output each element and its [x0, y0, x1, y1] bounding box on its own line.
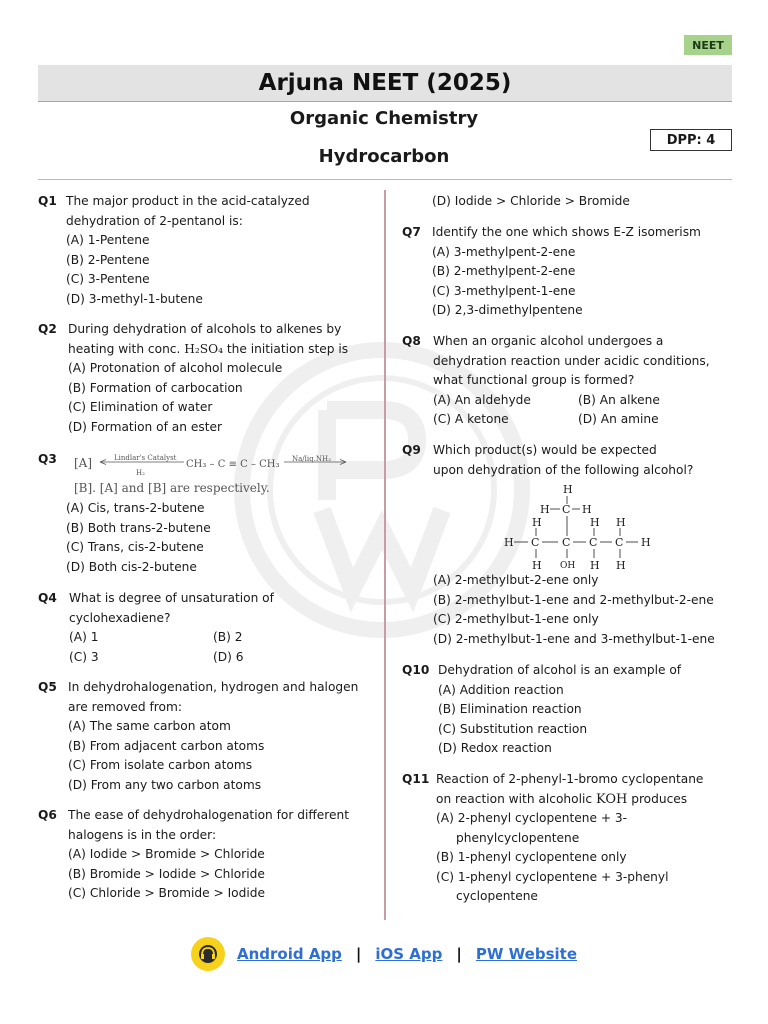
separator: |: [355, 945, 362, 963]
question-text: heating with conc. H₂SO₄ the initiation step is: [68, 341, 349, 356]
svg-text:H: H: [641, 536, 651, 549]
header-divider: [38, 179, 732, 180]
option-b: (B) 2: [213, 630, 243, 644]
option-a: (A) The same carbon atom: [68, 719, 231, 733]
customer-service-logo-icon: [191, 937, 225, 971]
question-text: During dehydration of alcohols to alkenes by: [68, 322, 342, 336]
option-c: (C) 3: [69, 649, 99, 664]
svg-text:C: C: [562, 536, 571, 549]
option-c: (C) Trans, cis-2-butene: [66, 540, 204, 554]
option-d: (D) From any two carbon atoms: [68, 777, 262, 792]
alcohol-structure-diagram: [500, 480, 660, 572]
svg-text:H: H: [616, 516, 626, 529]
question-6-continued: [432, 192, 630, 212]
svg-text:H: H: [590, 516, 600, 529]
question-number: Q5: [38, 680, 57, 694]
ios-app-link[interactable]: iOS App: [375, 945, 443, 963]
option-d: (D) Iodide > Chloride > Bromide: [432, 194, 630, 208]
option-d: (D) Both cis-2-butene: [66, 559, 197, 574]
svg-text:H: H: [582, 503, 592, 516]
exam-badge: NEET: [684, 35, 732, 55]
question-text: When an organic alcohol undergoes a: [433, 334, 664, 348]
svg-text:H: H: [532, 559, 542, 572]
svg-text:C: C: [562, 503, 571, 516]
column-divider: [384, 190, 386, 920]
option-c: (C) Substitution reaction: [438, 721, 588, 736]
question-number: Q4: [38, 591, 57, 605]
question-text: dehydration reaction under acidic conditions,: [433, 353, 710, 368]
option-d: (D) An amine: [578, 412, 659, 426]
question-text: The major product in the acid-catalyzed: [66, 194, 310, 208]
option-b: (B) An alkene: [578, 392, 660, 407]
option-a: (A) An aldehyde: [433, 392, 531, 407]
option-c: (C) From isolate carbon atoms: [68, 758, 253, 772]
option-d: (D) 2,3-dimethylpentene: [432, 303, 583, 317]
option-a: (A) Iodide > Bromide > Chloride: [68, 847, 265, 861]
question-number: Q3: [38, 452, 57, 466]
svg-text:H: H: [590, 559, 600, 572]
question-number: Q11: [402, 772, 430, 786]
question-text: Identify the one which shows E-Z isomerism: [432, 225, 701, 239]
option-b: (B) 2-methylbut-1-ene and 2-methylbut-2-ene: [433, 592, 714, 607]
option-c: (C) Elimination of water: [68, 400, 213, 414]
question-text: upon dehydration of the following alcohol?: [433, 462, 694, 477]
question-text: dehydration of 2-pentanol is:: [66, 213, 243, 228]
formula-h2so4: H₂SO₄: [184, 341, 224, 356]
option-b: (B) Both trans-2-butene: [66, 520, 211, 535]
question-number: Q9: [402, 443, 421, 457]
svg-text:C: C: [589, 536, 598, 549]
question-text: cyclohexadiene?: [69, 610, 171, 625]
option-a: (A) 1-Pentene: [66, 233, 150, 247]
option-d: (D) 6: [213, 649, 244, 664]
question-text: Which product(s) would be expected: [433, 443, 657, 457]
option-b: (B) 2-methylpent-2-ene: [432, 264, 576, 278]
question-number: Q2: [38, 322, 57, 336]
svg-text:H: H: [504, 536, 514, 549]
option-c: (C) Chloride > Bromide > Iodide: [68, 886, 265, 900]
option-b: (B) 1-phenyl cyclopentene only: [436, 850, 627, 864]
option-c: (C) A ketone: [433, 412, 509, 426]
footer-links: [0, 936, 768, 972]
page-title: Arjuna NEET (2025): [38, 65, 732, 102]
option-b: (B) 2-Pentene: [66, 252, 150, 267]
svg-text:OH: OH: [560, 561, 576, 571]
option-b: (B) Elimination reaction: [438, 702, 582, 716]
question-text: Reaction of 2-phenyl-1-bromo cyclopentane: [436, 772, 704, 786]
question-text: The ease of dehydrohalogenation for different: [68, 808, 350, 822]
option-b: (B) Bromide > Iodide > Chloride: [68, 866, 265, 881]
option-a-continued: phenylcyclopentene: [456, 830, 580, 845]
question-number: Q10: [402, 663, 430, 677]
question-number: Q7: [402, 225, 421, 239]
question-text: Dehydration of alcohol is an example of: [438, 663, 682, 677]
question-text: What is degree of unsaturation of: [69, 591, 274, 605]
option-c: (C) 1-phenyl cyclopentene + 3-phenyl: [436, 869, 669, 884]
pw-website-link[interactable]: PW Website: [475, 945, 577, 963]
option-a: (A) Cis, trans-2-butene: [66, 501, 205, 515]
option-c: (C) 2-methylbut-1-ene only: [433, 612, 599, 626]
option-c: (C) 3-methylpent-1-ene: [432, 283, 576, 298]
svg-text:C: C: [615, 536, 624, 549]
question-number: Q8: [402, 334, 421, 348]
separator: |: [456, 945, 462, 963]
option-a: (A) 1: [69, 630, 99, 644]
option-a: (A) 2-methylbut-2-ene only: [433, 573, 599, 587]
question-text: halogens is in the order:: [68, 827, 217, 842]
option-d: (D) 2-methylbut-1-ene and 3-methylbut-1-ene: [433, 631, 715, 646]
option-a: (A) 3-methylpent-2-ene: [432, 244, 576, 259]
svg-text:C: C: [531, 536, 540, 549]
option-a: (A) 2-phenyl cyclopentene + 3-: [436, 811, 628, 825]
svg-text:H: H: [616, 559, 626, 572]
topic-heading: Hydrocarbon: [318, 146, 450, 167]
option-a: (A) Addition reaction: [438, 682, 564, 697]
option-d: (D) 3-methyl-1-butene: [66, 291, 203, 306]
svg-text:H: H: [532, 516, 542, 529]
svg-text:H: H: [540, 503, 550, 516]
option-c: (C) 3-Pentene: [66, 272, 150, 286]
question-text: what functional group is formed?: [433, 373, 635, 387]
question-text: In dehydrohalogenation, hydrogen and halogen: [68, 680, 359, 694]
question-9-options: [433, 571, 715, 649]
formula-koh: KOH: [595, 791, 628, 807]
android-app-link[interactable]: Android App: [236, 945, 342, 963]
option-b: (B) Formation of carbocation: [68, 380, 243, 395]
reaction-scheme: [A] Lindlar's Catalyst H₂ CH₃ – C ≡ C – CH₃ Na/liq.NH₃: [74, 450, 384, 478]
subject-heading: Organic Chemistry: [289, 108, 479, 129]
question-text: [B]. [A] and [B] are respectively.: [74, 481, 270, 495]
option-a: (A) Protonation of alcohol molecule: [68, 361, 283, 375]
option-d: (D) Redox reaction: [438, 741, 552, 755]
question-text: are removed from:: [68, 699, 182, 714]
question-number: Q1: [38, 194, 57, 208]
question-number: Q6: [38, 808, 57, 822]
option-d: (D) Formation of an ester: [68, 419, 222, 434]
arrow-right-icon: [284, 459, 348, 465]
svg-text:H: H: [563, 483, 573, 496]
option-c-continued: cyclopentene: [456, 889, 538, 903]
option-b: (B) From adjacent carbon atoms: [68, 738, 265, 753]
question-text: on reaction with alcoholic KOH produces: [436, 791, 688, 807]
dpp-number-box: DPP: 4: [650, 129, 732, 151]
